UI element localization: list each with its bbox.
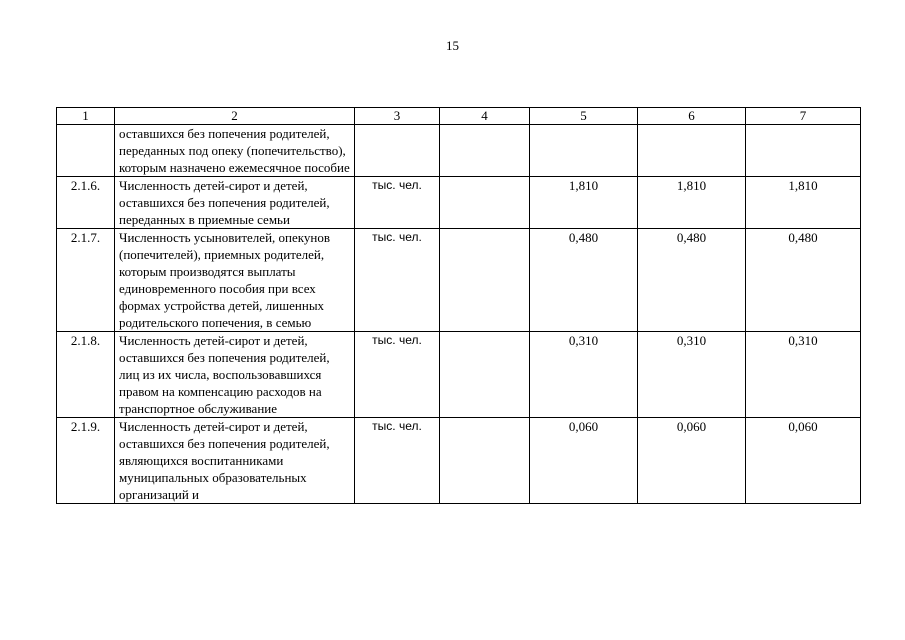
header-cell-3: 3 (355, 108, 440, 125)
header-cell-2: 2 (115, 108, 355, 125)
value-col-7: 0,480 (746, 229, 861, 332)
value-col-7: 0,060 (746, 418, 861, 504)
value-col-6: 1,810 (638, 177, 746, 229)
value-col-5: 0,310 (530, 332, 638, 418)
indicator-name: Численность детей-сирот и детей, оставшихся без попечения родителей, являющихся воспитанниками муниципальных образовательных организаций и (115, 418, 355, 504)
row-number (57, 125, 115, 177)
value-col-5: 1,810 (530, 177, 638, 229)
indicator-name: оставшихся без попечения родителей, переданных под опеку (попечительство), которым назначено ежемесячное пособие (115, 125, 355, 177)
value-col-4 (440, 177, 530, 229)
value-col-6: 0,060 (638, 418, 746, 504)
header-cell-4: 4 (440, 108, 530, 125)
header-row (57, 108, 861, 125)
table-row (57, 125, 861, 177)
header-cell-5: 5 (530, 108, 638, 125)
row-number: 2.1.6. (57, 177, 115, 229)
indicator-name: Численность детей-сирот и детей, оставшихся без попечения родителей, лиц из их числа, воспользовавшихся правом на компенсацию расходов на транспортное обслуживание (115, 332, 355, 418)
value-col-5 (530, 125, 638, 177)
value-col-4 (440, 418, 530, 504)
value-col-4 (440, 229, 530, 332)
page-number: 15 (446, 38, 459, 53)
data-table (56, 107, 861, 504)
indicator-name: Численность усыновителей, опекунов (попечителей), приемных родителей, которым производятся выплаты единовременного пособия при всех формах устройства детей, лишенных родительского попечения, в семью (115, 229, 355, 332)
table-row (57, 418, 861, 504)
value-col-5: 0,060 (530, 418, 638, 504)
table-row (57, 177, 861, 229)
header-cell-6: 6 (638, 108, 746, 125)
header-cell-1: 1 (57, 108, 115, 125)
table-row (57, 229, 861, 332)
row-number: 2.1.7. (57, 229, 115, 332)
unit-cell: тыс. чел. (355, 332, 440, 418)
value-col-4 (440, 125, 530, 177)
header-cell-7: 7 (746, 108, 861, 125)
unit-cell: тыс. чел. (355, 418, 440, 504)
value-col-6: 0,310 (638, 332, 746, 418)
unit-cell: тыс. чел. (355, 177, 440, 229)
row-number: 2.1.8. (57, 332, 115, 418)
value-col-4 (440, 332, 530, 418)
value-col-5: 0,480 (530, 229, 638, 332)
unit-cell (355, 125, 440, 177)
unit-cell: тыс. чел. (355, 229, 440, 332)
value-col-7 (746, 125, 861, 177)
value-col-6: 0,480 (638, 229, 746, 332)
value-col-6 (638, 125, 746, 177)
indicator-name: Численность детей-сирот и детей, оставшихся без попечения родителей, переданных в приемные семьи (115, 177, 355, 229)
value-col-7: 1,810 (746, 177, 861, 229)
row-number: 2.1.9. (57, 418, 115, 504)
value-col-7: 0,310 (746, 332, 861, 418)
table-row (57, 332, 861, 418)
